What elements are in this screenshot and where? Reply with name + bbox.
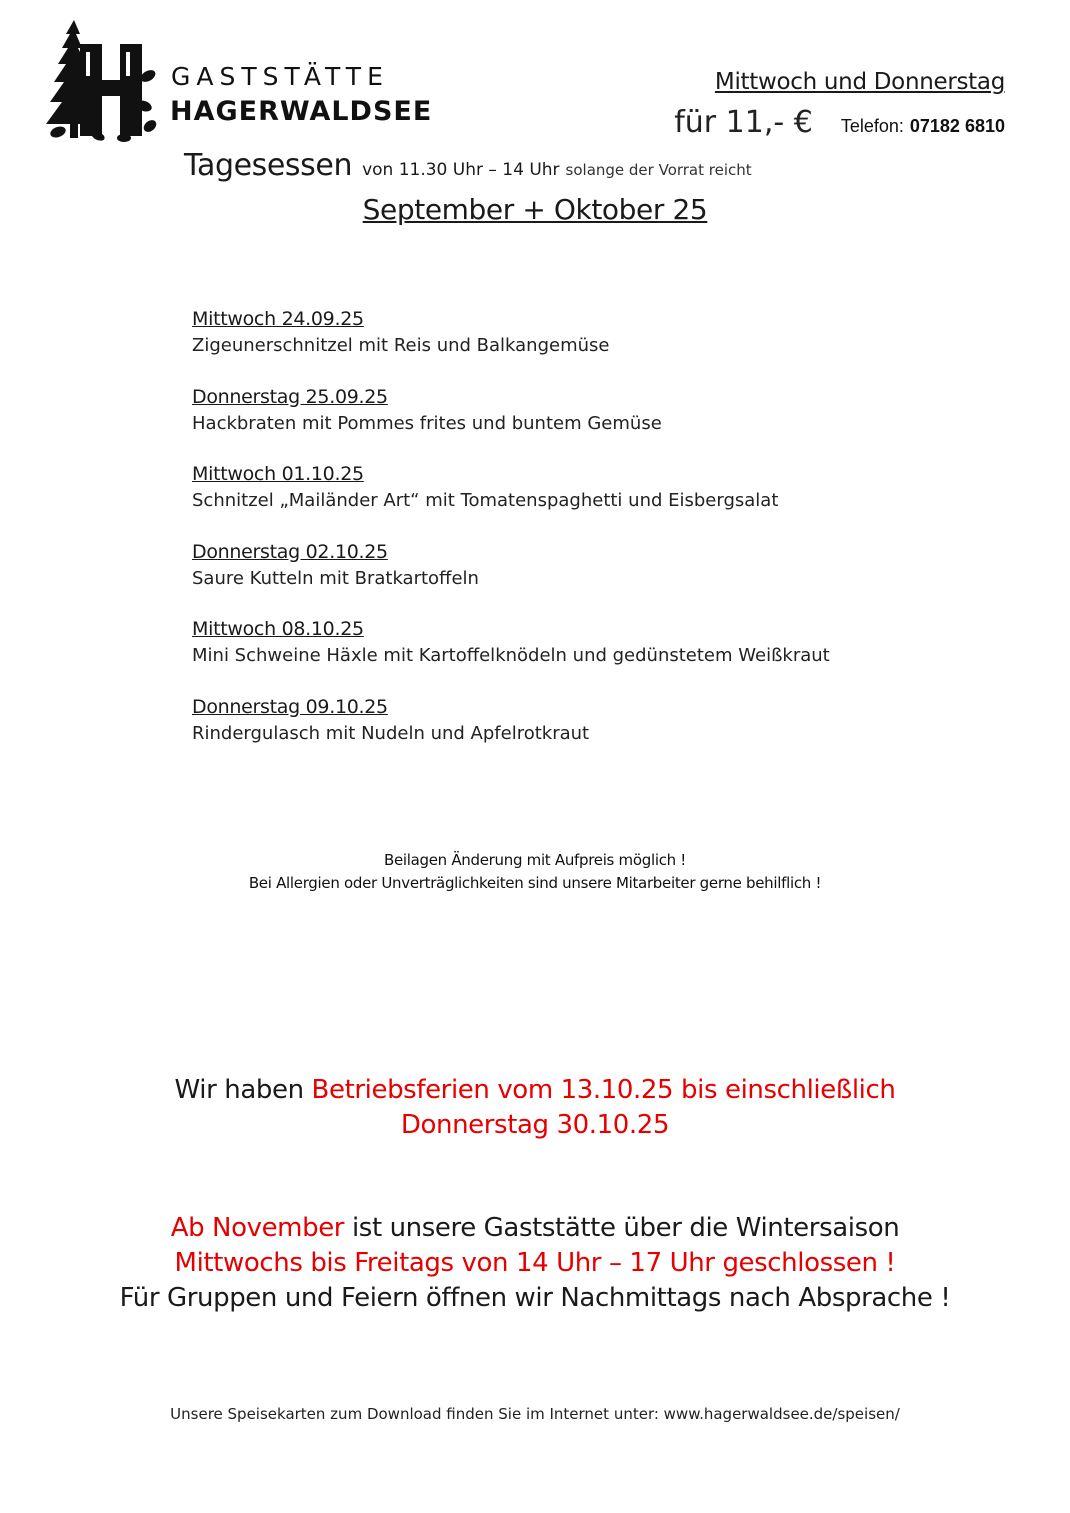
logo-mark	[40, 18, 160, 144]
winter-groups: Für Gruppen und Feiern öffnen wir Nachmittags	[119, 1283, 729, 1313]
menu-date: Donnerstag 25.09.25	[192, 385, 388, 408]
price-line	[674, 105, 1005, 140]
daily-menu-list	[192, 306, 952, 772]
winter-arrangement: nach Absprache !	[728, 1283, 951, 1313]
tree-house-logo-icon	[40, 18, 160, 144]
notes-line-side-dishes: Beilagen Änderung mit Aufpreis möglich !	[383, 851, 687, 869]
holiday-prefix: Wir haben	[174, 1075, 312, 1105]
logo-line-hagerwaldsee: HAGERWALDSEE	[170, 96, 433, 127]
menu-date: Mittwoch 24.09.25	[192, 308, 364, 330]
price-text: für 11,- €	[674, 105, 813, 140]
menu-dish: Mini Schweine Häxle mit Kartoffelknödeln und gedünstetem Weißkraut	[192, 645, 830, 667]
holiday-notice	[0, 1073, 1070, 1143]
menu-dish: Schnitzel „Mailänder Art“ mit Tomatenspaghetti und Eisbergsalat	[192, 490, 779, 512]
winter-start: Ab November	[170, 1213, 345, 1243]
phone-label: Telefon:	[840, 116, 904, 136]
winter-notice	[0, 1211, 1070, 1316]
menu-day	[192, 306, 952, 384]
menu-day	[192, 539, 952, 617]
notes-line-allergies: Bei Allergien oder Unverträglichkeiten sind unsere Mitarbeiter gerne behilflich !	[248, 874, 822, 892]
title-line	[184, 148, 752, 183]
holiday-highlight: Betriebsferien vom 13.10.25 bis einschließlich	[311, 1075, 896, 1105]
menu-day	[192, 616, 952, 694]
menu-day	[192, 694, 952, 772]
menu-date: Donnerstag 02.10.25	[192, 540, 388, 563]
menu-dish: Saure Kutteln mit Bratkartoffeln	[192, 567, 479, 589]
menu-date: Mittwoch 01.10.25	[192, 463, 364, 486]
menu-period: September + Oktober 25	[362, 193, 708, 226]
opening-hours: von 11.30 Uhr – 14 Uhr	[362, 160, 560, 180]
page-title: Tagesessen	[184, 148, 353, 183]
menu-dish: Zigeunerschnitzel mit Reis und Balkangemüse	[192, 335, 610, 356]
menu-date: Donnerstag 09.10.25	[192, 695, 388, 718]
menu-day	[192, 461, 952, 539]
menu-dish: Hackbraten mit Pommes frites und buntem Gemüse	[192, 412, 662, 434]
availability-note: solange der Vorrat reicht	[565, 161, 752, 179]
logo-line-gaststaette: GASTSTÄTTE	[171, 62, 389, 91]
days-heading: Mittwoch und Donnerstag	[714, 69, 1005, 95]
menu-dish: Rindergulasch mit Nudeln und Apfelrotkraut	[192, 722, 590, 744]
menu-day	[192, 384, 952, 462]
menu-date: Mittwoch 08.10.25	[192, 618, 364, 641]
footer-download-note: Unsere Speisekarten zum Download finden Sie im Internet unter: www.hagerwaldsee.de/speisen/	[170, 1405, 900, 1423]
side-dish-notes	[0, 849, 1070, 895]
holiday-end-date: Donnerstag 30.10.25	[400, 1110, 670, 1140]
winter-line1-rest: ist unsere Gaststätte über die Wintersaison	[344, 1213, 900, 1243]
phone-number: 07182 6810	[909, 116, 1005, 136]
winter-closed-hours: Mittwochs bis Freitags von 14 Uhr – 17 Uhr geschlossen !	[174, 1248, 896, 1278]
